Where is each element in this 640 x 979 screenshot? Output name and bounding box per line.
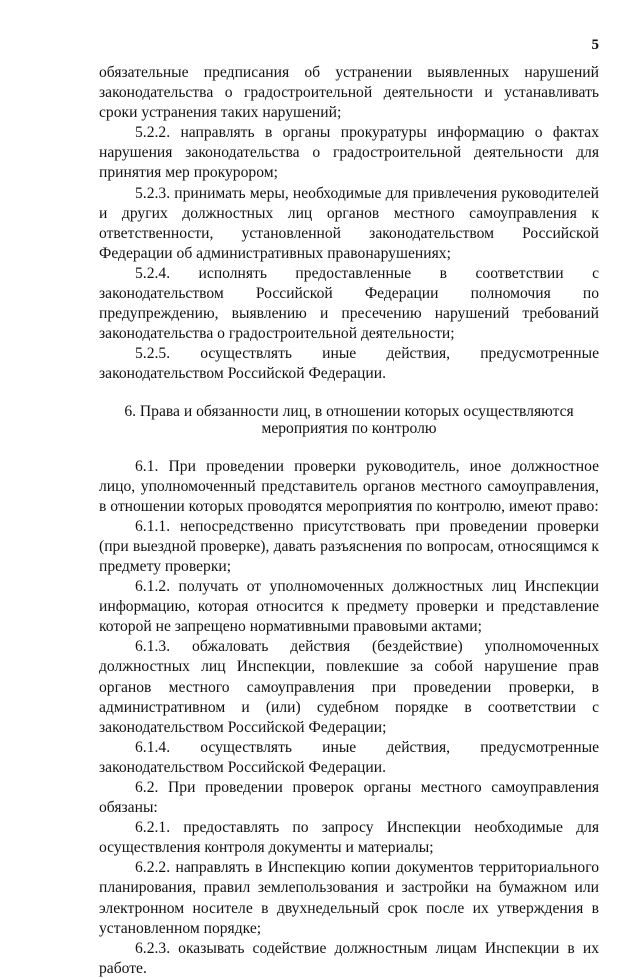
page-number: 5 [591,37,599,53]
paragraph: 6.2.2. направлять в Инспекцию копии документов территориального планирования, правил землепользования и застройки на бумажном или электронном носителе в двухнедельный срок после их утверждения в установленном порядке; [99,859,599,937]
section-heading-line: 6. Права и обязанности лиц, в отношении которых осуществляются [124,402,574,420]
document-body [99,63,599,979]
paragraph: 6.2.3. оказывать содействие должностным лицам Инспекции в их работе. [99,939,599,977]
paragraph: 6.1.3. обжаловать действия (бездействие) уполномоченных должностных лиц Инспекции, повлекшие за собой нарушение прав органов местного самоуправления при проведении проверки, в административном и (или) судебном порядке в соответствии с законодательством Российской Федерации; [99,638,599,736]
paragraph: 6.1.2. получать от уполномоченных должностных лиц Инспекции информацию, которая относится к предмету проверки и представление которой не запрещено нормативными правовыми актами; [99,578,599,636]
paragraph: 6.1. При проведении проверки руководитель, иное должностное лицо, уполномоченный представитель органов местного самоуправления, в отношении которых проводятся мероприятия по контролю, имеют право: [99,457,599,515]
paragraph: 5.2.4. исполнять предоставленные в соответствии с законодательством Российской Федерации полномочия по предупреждению, выявлению и пресечению нарушений требований законодательства о градостроительной деятельности; [99,264,599,343]
paragraph: 6.2.1. предоставлять по запросу Инспекции необходимые для осуществления контроля документы и материалы; [99,819,599,857]
paragraph: 5.2.5. осуществлять иные действия, предусмотренные законодательством Российской Федерации. [99,345,599,383]
section-heading-line: мероприятия по контролю [261,419,437,437]
paragraph: 6.2. При проведении проверок органы местного самоуправления обязаны: [99,779,599,817]
paragraph: 6.1.4. осуществлять иные действия, предусмотренные законодательством Российской Федерации. [99,738,599,776]
paragraph: 5.2.3. принимать меры, необходимые для привлечения руководителей и других должностных лиц органов местного самоуправления к ответственности, установленной законодательством Российской Федерации об административных правонарушениях; [99,184,599,262]
paragraph: обязательные предписания об устранении выявленных нарушений законодательства о градостроительной деятельности и устанавливать сроки устранения таких нарушений; [99,64,599,122]
section-heading [99,403,599,437]
paragraph: 6.1.1. непосредственно присутствовать при проведении проверки (при выездной проверке), давать разъяснения по вопросам, относящимся к предмету проверки; [99,517,599,575]
paragraph: 5.2.2. направлять в органы прокуратуры информацию о фактах нарушения законодательства о градостроительной деятельности для принятия мер прокурором; [99,124,599,182]
